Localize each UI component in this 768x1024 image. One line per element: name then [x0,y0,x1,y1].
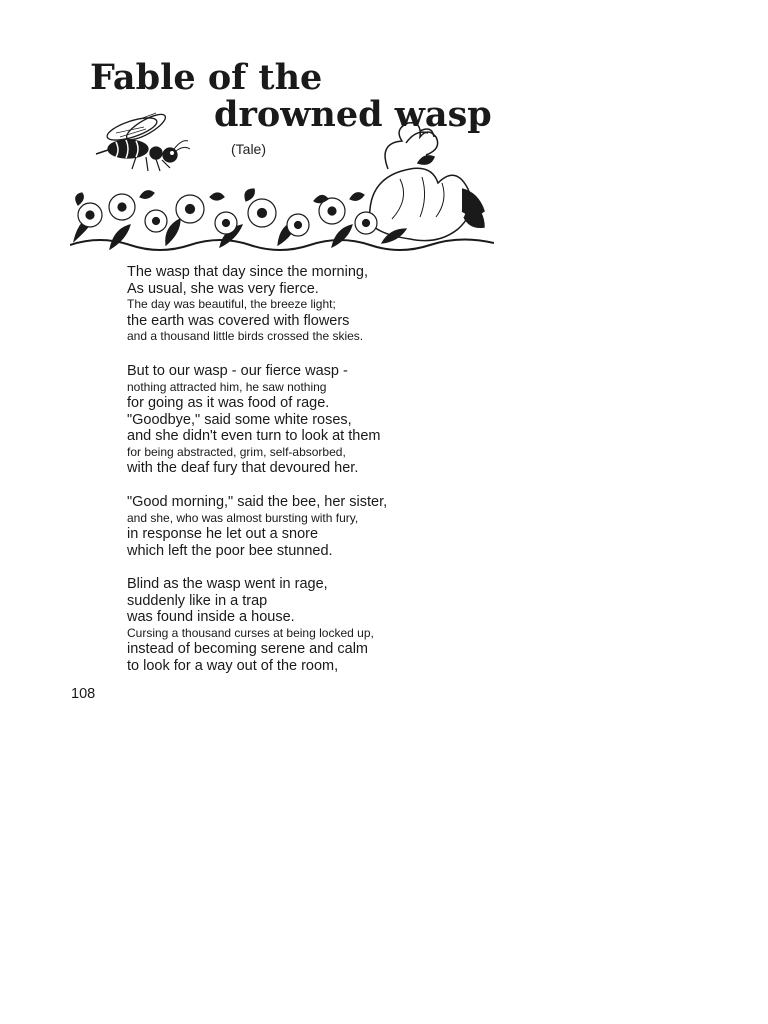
verse-line: for going as it was food of rage. [127,395,330,412]
stanza [127,363,547,477]
verse-line: The day was beautiful, the breeze light; [127,297,336,312]
verse-line: and a thousand little birds crossed the skies. [127,329,364,344]
verse-line: was found inside a house. [127,609,295,626]
verse-line: which left the poor bee stunned. [127,542,333,559]
stanza [127,576,547,674]
verse-line: with the deaf fury that devoured her. [127,460,359,477]
verse-line: As usual, she was very fierce. [127,280,319,297]
verse-line: the earth was covered with flowers [127,312,350,329]
verse-line: instead of becoming serene and calm [127,641,369,658]
verse-line: "Goodbye," said some white roses, [127,411,352,428]
verse-line: suddenly like in a trap [127,592,268,609]
page-title-line-2: drowned wasp [214,94,492,135]
verse-line: Cursing a thousand curses at being locked up, [127,625,374,640]
verse-line: Blind as the wasp went in rage, [127,576,328,592]
verse-line: But to our wasp - our fierce wasp - [127,363,348,379]
verse-line: for being abstracted, grim, self-absorbed, [127,444,346,459]
stanza [127,264,547,345]
verse-line: and she, who was almost bursting with fury, [127,510,359,525]
verse-line: to look for a way out of the room, [127,657,339,674]
verse-line: "Good morning," said the bee, her sister, [127,494,388,510]
title-illustration [70,105,494,255]
wasp-icon [96,110,190,171]
verse-line: nothing attracted him, he saw nothing [127,379,327,394]
page-title-line-1: Fable of the [90,57,323,98]
large-flower-icon [370,123,484,241]
verse-line: and she didn't even turn to look at them [127,428,381,445]
verse-line: The wasp that day since the morning, [127,264,368,280]
page-number: 108 [71,686,96,702]
verse-line: in response he let out a snore [127,526,319,543]
stanza [127,494,547,559]
subtitle: (Tale) [231,141,267,157]
